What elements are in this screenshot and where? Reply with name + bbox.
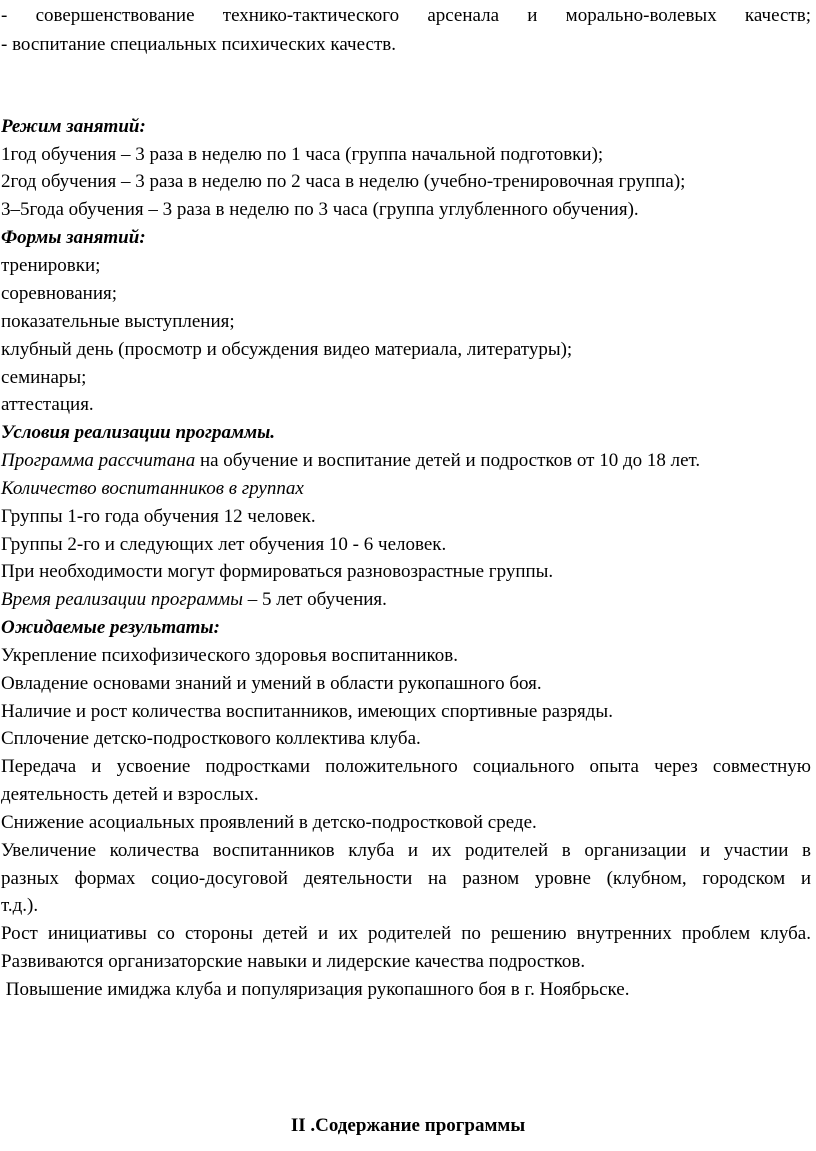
program-label: Программа рассчитана bbox=[1, 450, 196, 471]
result-item: Овладение основами знаний и умений в области рукопашного боя. bbox=[1, 673, 542, 694]
forms-item: клубный день (просмотр и обсуждения видео материала, литературы); bbox=[1, 339, 573, 360]
goal-item: - совершенствование технико-тактического арсенала и морально-волевых качеств; bbox=[1, 5, 811, 26]
conditions-mixed: При необходимости могут формироваться разновозрастные группы. bbox=[1, 561, 554, 582]
result-item: Укрепление психофизического здоровья воспитанников. bbox=[1, 645, 458, 666]
result-item: Наличие и рост количества воспитанников, имеющих спортивные разряды. bbox=[1, 701, 613, 722]
schedule-heading: Режим занятий: bbox=[1, 116, 146, 137]
schedule-line: 3–5года обучения – 3 раза в неделю по 3 часа (группа углубленного обучения). bbox=[1, 199, 639, 220]
forms-heading: Формы занятий: bbox=[1, 227, 146, 248]
result-item: деятельность детей и взрослых. bbox=[1, 784, 259, 805]
result-item: Развиваются организаторские навыки и лидерские качества подростков. bbox=[1, 951, 586, 972]
schedule-line: 1год обучения – 3 раза в неделю по 1 часа (группа начальной подготовки); bbox=[1, 144, 604, 165]
conditions-time bbox=[1, 588, 387, 612]
conditions-group: Группы 2-го и следующих лет обучения 10 - 6 человек. bbox=[1, 534, 447, 555]
time-label: Время реализации программы bbox=[1, 589, 243, 610]
conditions-group: Группы 1-го года обучения 12 человек. bbox=[1, 506, 316, 527]
results-heading: Ожидаемые результаты: bbox=[1, 617, 220, 638]
conditions-count-label: Количество воспитанников в группах bbox=[1, 478, 304, 499]
conditions-program bbox=[1, 449, 700, 473]
result-item: Передача и усвоение подростками положительного социального опыта через совместную bbox=[1, 756, 811, 777]
time-text: – 5 лет обучения. bbox=[242, 589, 387, 610]
forms-item: семинары; bbox=[1, 367, 87, 388]
program-text: на обучение и воспитание детей и подростков от 10 до 18 лет. bbox=[195, 450, 701, 471]
section-title: ІІ .Содержание программы bbox=[290, 1115, 526, 1136]
result-item: т.д.). bbox=[1, 895, 39, 916]
result-item: Снижение асоциальных проявлений в детско-подростковой среде. bbox=[1, 812, 537, 833]
forms-item: аттестация. bbox=[1, 394, 94, 415]
result-item: разных формах социо-досуговой деятельности на разном уровне (клубном, городском и bbox=[1, 868, 811, 889]
forms-item: тренировки; bbox=[1, 255, 101, 276]
result-item: Рост инициативы со стороны детей и их родителей по решению внутренних проблем клуба. bbox=[1, 923, 811, 944]
schedule-line: 2год обучения – 3 раза в неделю по 2 часа в неделю (учебно-тренировочная группа); bbox=[1, 171, 686, 192]
goal-item: - воспитание специальных психических качеств. bbox=[1, 34, 396, 55]
result-item: Увеличение количества воспитанников клуба и их родителей в организации и участии в bbox=[1, 840, 811, 861]
conditions-heading: Условия реализации программы. bbox=[1, 422, 276, 443]
result-item: Сплочение детско-подросткового коллектива клуба. bbox=[1, 728, 421, 749]
result-item: Повышение имиджа клуба и популяризация рукопашного боя в г. Ноябрьске. bbox=[1, 979, 630, 1000]
forms-item: показательные выступления; bbox=[1, 311, 235, 332]
forms-item: соревнования; bbox=[1, 283, 118, 304]
